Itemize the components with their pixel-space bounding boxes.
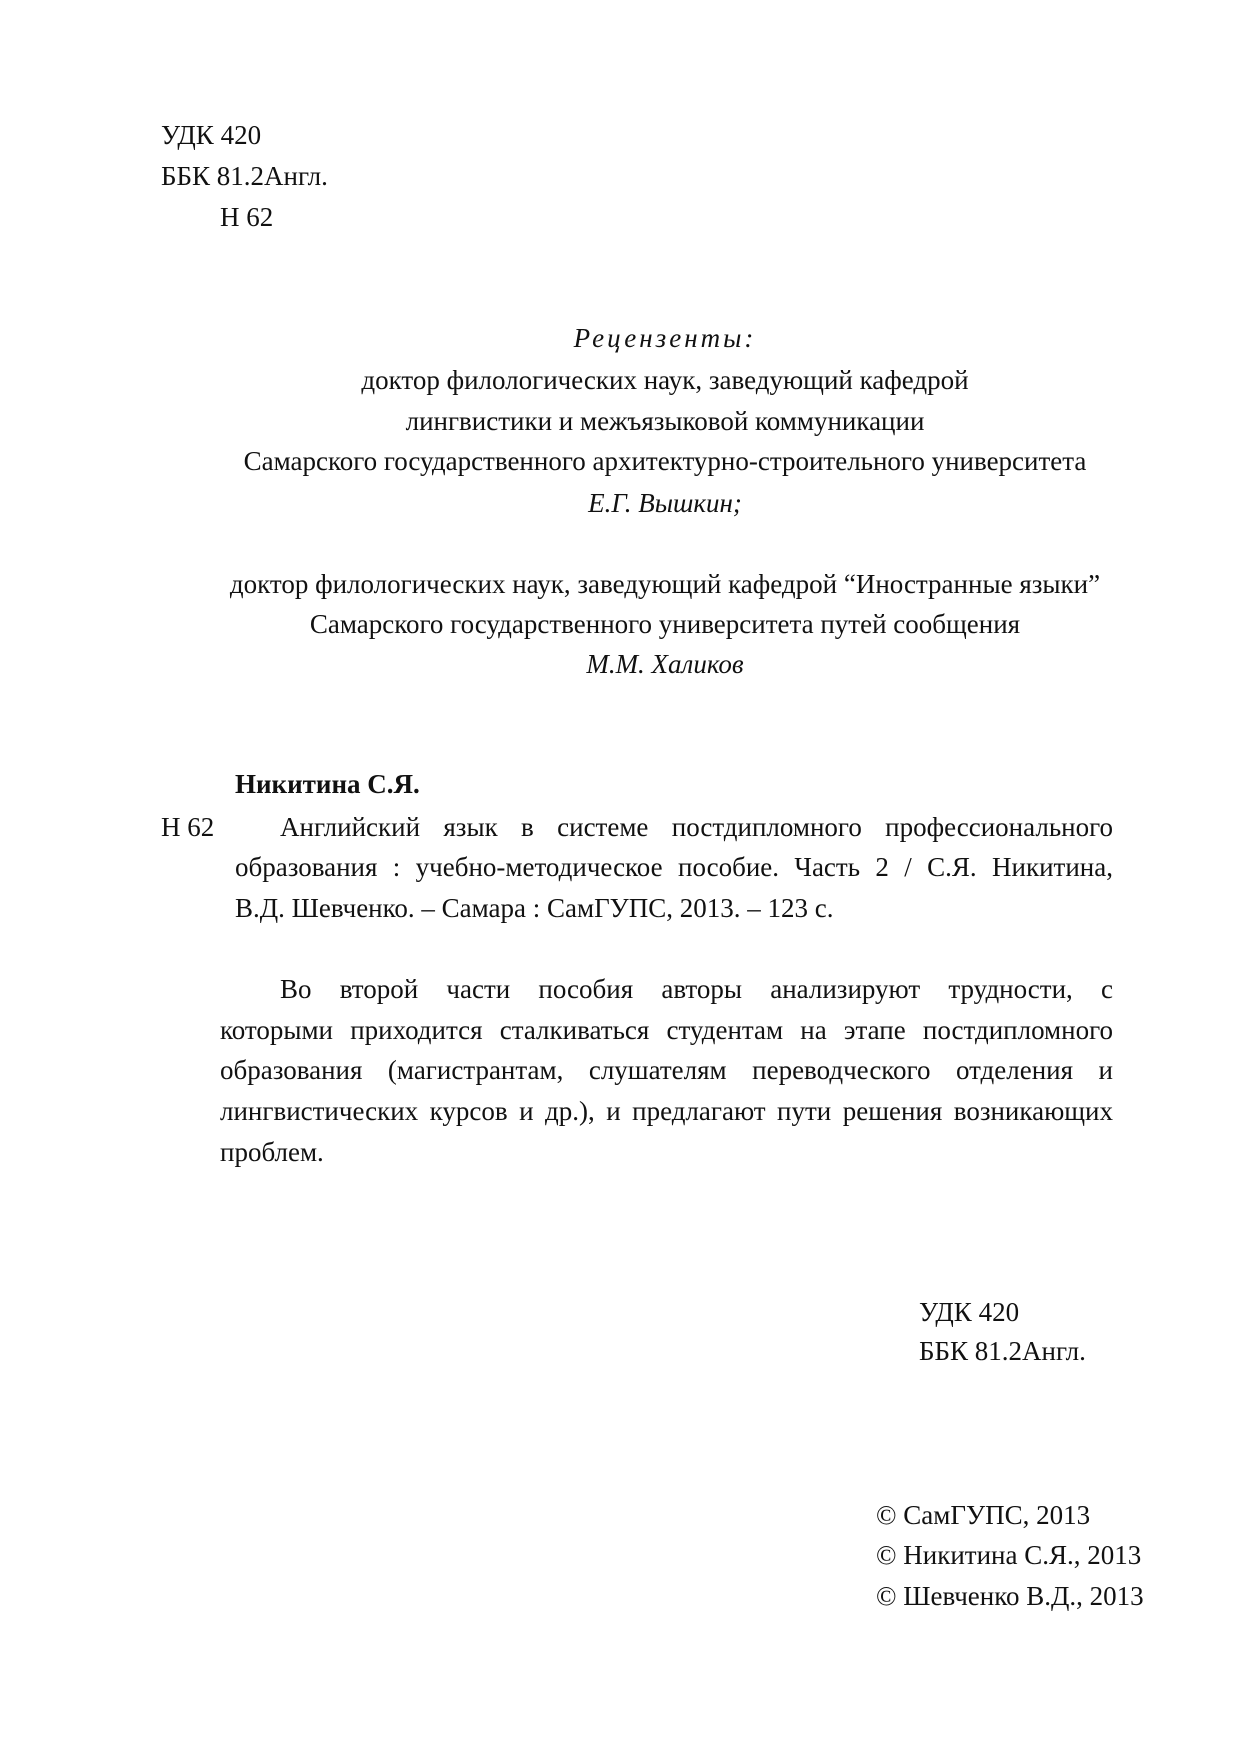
udk-code: УДК 420 [919, 1297, 1020, 1327]
abstract-line: лингвистических курсов и др.), и предлагают пути решения возникающих [220, 1096, 1113, 1126]
copyright-line: © Никитина С.Я., 2013 [876, 1540, 1142, 1570]
copyright-line: © СамГУПС, 2013 [876, 1500, 1091, 1530]
record-line: образования : учебно-методическое пособие. Часть 2 / С.Я. Никитина, [235, 852, 1113, 882]
author-mark: Н 62 [220, 202, 274, 232]
reviewer-2-line: доктор филологических наук, заведующий кафедрой “Иностранные языки” [229, 569, 1101, 599]
reviewer-1-line: лингвистики и межъязыковой коммуникации [405, 406, 925, 436]
bbk-code: ББК 81.2Англ. [161, 161, 328, 191]
abstract-line: которыми приходится сталкиваться студентам на этапе постдипломного [220, 1015, 1113, 1045]
reviewers-title: Рецензенты: [573, 323, 757, 353]
reviewer-1-line: Самарского государственного архитектурно-строительного университета [243, 446, 1087, 476]
record-author-mark: Н 62 [161, 812, 215, 842]
bbk-code: ББК 81.2Англ. [919, 1336, 1086, 1366]
abstract-line: Во второй части пособия авторы анализируют трудности, с [280, 974, 1113, 1004]
reviewer-1-line: доктор филологических наук, заведующий кафедрой [361, 365, 969, 395]
reviewer-2-name: М.М. Халиков [586, 649, 744, 679]
udk-code: УДК 420 [161, 120, 262, 150]
reviewer-2-line: Самарского государственного университета путей сообщения [309, 609, 1021, 639]
abstract-line: проблем. [220, 1137, 324, 1167]
record-line: В.Д. Шевченко. – Самара : СамГУПС, 2013. – 123 с. [235, 893, 834, 923]
copyright-line: © Шевченко В.Д., 2013 [876, 1581, 1144, 1611]
record-line: Английский язык в системе постдипломного профессионального [280, 812, 1113, 842]
abstract-line: образования (магистрантам, слушателям переводческого отделения и [220, 1055, 1113, 1085]
reviewer-1-name: Е.Г. Вышкин; [588, 488, 742, 518]
record-author: Никитина С.Я. [235, 769, 420, 799]
